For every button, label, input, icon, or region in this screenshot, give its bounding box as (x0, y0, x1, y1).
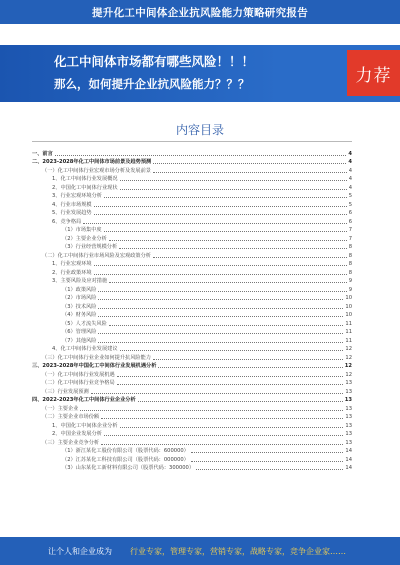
toc-leader-dots (117, 383, 344, 385)
toc-leader-dots (196, 468, 343, 470)
toc-entry-page: 6 (348, 218, 352, 225)
toc-leader-dots (119, 247, 347, 249)
toc-entry[interactable] (32, 199, 352, 208)
toc-entry-page: 10 (345, 303, 352, 310)
toc-entry-page: 13 (345, 422, 352, 429)
toc-entry-title: （三）主要企业竞争分析 (42, 439, 100, 446)
toc-entry-page: 9 (348, 286, 352, 293)
toc-entry-page: 5 (348, 201, 352, 208)
toc-entry[interactable] (32, 259, 352, 268)
toc-leader-dots (109, 281, 347, 283)
toc-entry[interactable] (32, 318, 352, 327)
toc-entry-title: 2、行业政策环境 (52, 269, 92, 276)
toc-entry-title: （二）化工中间体行业竞争格局 (42, 380, 115, 386)
toc-entry[interactable] (32, 148, 352, 157)
toc-entry-title: 3、行业宏观环境分析 (52, 193, 102, 199)
toc-entry-page: 13 (345, 388, 352, 395)
toc-leader-dots (120, 426, 344, 428)
toc-entry[interactable] (32, 344, 352, 353)
toc-entry[interactable] (32, 352, 352, 361)
toc-leader-dots (153, 162, 346, 164)
toc-entry-page: 14 (345, 448, 352, 454)
toc-entry[interactable] (32, 191, 352, 200)
footer-tagline: 行业专家，管理专家，营销专家，战略专家，竞争企业家…… (130, 547, 346, 556)
toc-leader-dots (94, 264, 347, 266)
toc-leader-dots (98, 307, 343, 309)
toc-entry-title: （三）化工中间体行业企业如何提升抗风险能力 (42, 354, 151, 361)
toc-entry[interactable] (32, 276, 352, 285)
toc-entry-page: 8 (348, 269, 352, 276)
toc-entry-page: 4 (348, 150, 352, 157)
toc-leader-dots (120, 179, 347, 181)
toc-entry-title: （一）主要企业 (42, 405, 79, 412)
toc-entry[interactable] (32, 429, 352, 438)
toc-leader-dots (80, 409, 343, 411)
toc-entry[interactable] (32, 284, 352, 293)
toc-entry-page: 13 (345, 380, 352, 386)
toc-leader-dots (55, 154, 347, 156)
toc-entry[interactable] (32, 369, 352, 378)
toc-leader-dots (91, 392, 344, 394)
toc-leader-dots (120, 188, 347, 190)
toc-entry-title: （一）化工中间体行业宏观市场分析及发展前景 (42, 167, 151, 174)
toc-leader-dots (117, 375, 344, 377)
toc-leader-dots (138, 400, 343, 402)
toc-entry-page: 4 (348, 176, 352, 182)
toc-leader-dots (101, 443, 343, 445)
toc-entry-page: 12 (345, 354, 352, 361)
toc-entry-title: （二）化工中间体行业市场风险及宏观政策分析 (42, 252, 151, 259)
toc-entry-title: （二）主要企业市场份额 (42, 414, 100, 420)
toc-entry-title: （2）市场风险 (62, 295, 97, 301)
toc-entry[interactable] (32, 301, 352, 310)
recommend-badge: 力荐 (347, 50, 400, 96)
toc-entry[interactable] (32, 267, 352, 276)
toc-entry-page: 9 (348, 278, 352, 284)
toc-divider (32, 141, 352, 142)
toc-entry-title: 三、2023-2028年中国化工中间体行业发展机遇分析 (32, 363, 157, 369)
toc-entry-title: 4、行业市场规模 (52, 201, 92, 208)
toc-entry-title: 6、竞争格局 (52, 218, 82, 225)
toc-entry-title: （4）财务风险 (62, 312, 97, 318)
toc-leader-dots (104, 196, 347, 198)
toc-entry[interactable] (32, 386, 352, 395)
banner (0, 45, 400, 102)
toc-entry[interactable] (32, 310, 352, 319)
toc-entry-title: （三）行业发展预测 (42, 388, 89, 395)
toc-entry-title: 二、2023-2028年化工中间体市场前景及趋势预测 (32, 159, 152, 165)
toc-leader-dots (109, 239, 347, 241)
toc-entry-page: 13 (345, 431, 352, 437)
toc-entry[interactable] (32, 208, 352, 217)
toc-entry-title: （1）政策风险 (62, 286, 97, 293)
toc-entry-title: （2）主要企业分析 (62, 235, 107, 242)
toc-entry-page: 7 (348, 227, 352, 233)
header-title: 提升化工中间体企业抗风险能力策略研究报告 (92, 6, 308, 19)
toc-leader-dots (98, 332, 343, 334)
toc-entry[interactable] (32, 378, 352, 387)
toc-entry[interactable] (32, 242, 352, 251)
toc-leader-dots (191, 451, 344, 453)
toc-entry-title: （3）技术风险 (62, 303, 97, 310)
toc-leader-dots (98, 290, 346, 292)
toc-entry-page: 10 (345, 312, 352, 318)
toc-leader-dots (153, 358, 343, 360)
toc-entry-page: 4 (348, 167, 352, 174)
toc-entry[interactable] (32, 335, 352, 344)
toc-entry-page: 10 (345, 295, 352, 301)
toc-entry-title: 4、化工中间体行业发展建议 (52, 346, 118, 352)
toc-entry[interactable] (32, 157, 352, 166)
footer-slogan: 让个人和企业成为 (48, 547, 112, 556)
toc-entry[interactable] (32, 454, 352, 463)
toc-entry-page: 6 (348, 210, 352, 216)
toc-entry-title: （一）化工中间体行业发展机遇 (42, 371, 115, 378)
toc-entry-page: 14 (345, 465, 352, 471)
toc-entry[interactable] (32, 395, 352, 404)
toc-entry[interactable] (32, 293, 352, 302)
toc-entry[interactable] (32, 327, 352, 336)
toc-entry-title: （3）行业经营规模分析 (62, 244, 118, 250)
toc-leader-dots (120, 349, 344, 351)
toc-entry-page: 14 (345, 456, 352, 463)
toc-entry[interactable] (32, 174, 352, 183)
toc-entry-title: 1、行业宏观环境 (52, 261, 92, 267)
toc-entry-page: 13 (345, 405, 352, 412)
toc-leader-dots (153, 171, 347, 173)
toc-entry-title: （1）浙江某化工股份有限公司（股票代码：600000） (62, 448, 189, 454)
banner-subheadline: 那么，如何提升企业抗风险能力？？？ (54, 77, 250, 91)
toc-entry-page: 12 (345, 346, 352, 352)
toc-entry-page: 11 (345, 337, 352, 344)
toc-entry-page: 8 (348, 261, 352, 267)
toc-entry-page: 5 (348, 193, 352, 199)
toc-entry[interactable] (32, 403, 352, 412)
toc-leader-dots (153, 256, 347, 258)
toc-leader-dots (94, 273, 347, 275)
toc-entry-title: （7）其他风险 (62, 337, 97, 344)
toc-entry-title: （2）江苏某化工科技有限公司（股票代码：000000） (62, 456, 189, 463)
banner-headline: 化工中间体市场都有哪些风险！！！ (54, 54, 255, 69)
toc-entry-title: 3、主要风险及应对措施 (52, 278, 108, 284)
toc-entry-page: 7 (348, 235, 352, 242)
footer-bar (0, 537, 400, 565)
toc-entry-title: 1、化工中间体行业发展概况 (52, 176, 118, 182)
toc-leader-dots (98, 298, 343, 300)
toc-leader-dots (158, 366, 342, 368)
toc-entry-page: 13 (345, 414, 352, 420)
toc-entry-title: 四、2022-2023年化工中间体行业企业分析 (32, 397, 136, 403)
toc-entry[interactable] (32, 250, 352, 259)
toc-entry-page: 13 (345, 439, 352, 446)
toc-entry[interactable] (32, 463, 352, 472)
toc-entry-page: 4 (348, 159, 352, 165)
toc-entry[interactable] (32, 165, 352, 174)
toc-entry[interactable] (32, 437, 352, 446)
toc-entry-page: 4 (348, 184, 352, 191)
toc-entry[interactable] (32, 225, 352, 234)
table-of-contents (32, 148, 352, 471)
toc-leader-dots (83, 222, 346, 224)
toc-leader-dots (191, 460, 344, 462)
toc-entry[interactable] (32, 420, 352, 429)
toc-entry-page: 11 (345, 329, 352, 335)
toc-entry-title: 5、行业发展趋势 (52, 210, 92, 216)
toc-entry-title: 2、中国企业发展分析 (52, 431, 102, 437)
toc-entry-page: 11 (345, 320, 352, 327)
toc-entry-title: 2、中国化工中间体行业现状 (52, 184, 118, 191)
toc-leader-dots (98, 341, 343, 343)
toc-entry[interactable] (32, 216, 352, 225)
toc-leader-dots (109, 324, 344, 326)
toc-entry[interactable] (32, 233, 352, 242)
toc-entry-title: （1）市场集中度 (62, 227, 102, 233)
toc-entry-page: 13 (344, 397, 352, 403)
toc-entry[interactable] (32, 361, 352, 370)
toc-entry-title: 1、中国化工中间体企业分析 (52, 422, 118, 429)
toc-entry-title: （5）人才流失风险 (62, 320, 107, 327)
header-bar (0, 0, 400, 24)
toc-entry-title: 一、前言 (32, 150, 53, 157)
toc-leader-dots (98, 315, 343, 317)
toc-entry[interactable] (32, 182, 352, 191)
toc-entry-title: （3）山东某化工新材料有限公司（股票代码：300000） (62, 465, 195, 471)
toc-leader-dots (104, 434, 343, 436)
toc-entry-title: （6）管理风险 (62, 329, 97, 335)
toc-entry-page: 12 (345, 371, 352, 378)
toc-leader-dots (94, 205, 347, 207)
toc-entry-page: 8 (348, 244, 352, 250)
toc-entry-page: 8 (348, 252, 352, 259)
toc-leader-dots (101, 417, 343, 419)
toc-title: 内容目录 (175, 123, 224, 137)
toc-leader-dots (94, 213, 347, 215)
toc-entry[interactable] (32, 446, 352, 455)
toc-entry[interactable] (32, 412, 352, 421)
toc-entry-page: 12 (344, 363, 352, 369)
toc-leader-dots (104, 230, 347, 232)
